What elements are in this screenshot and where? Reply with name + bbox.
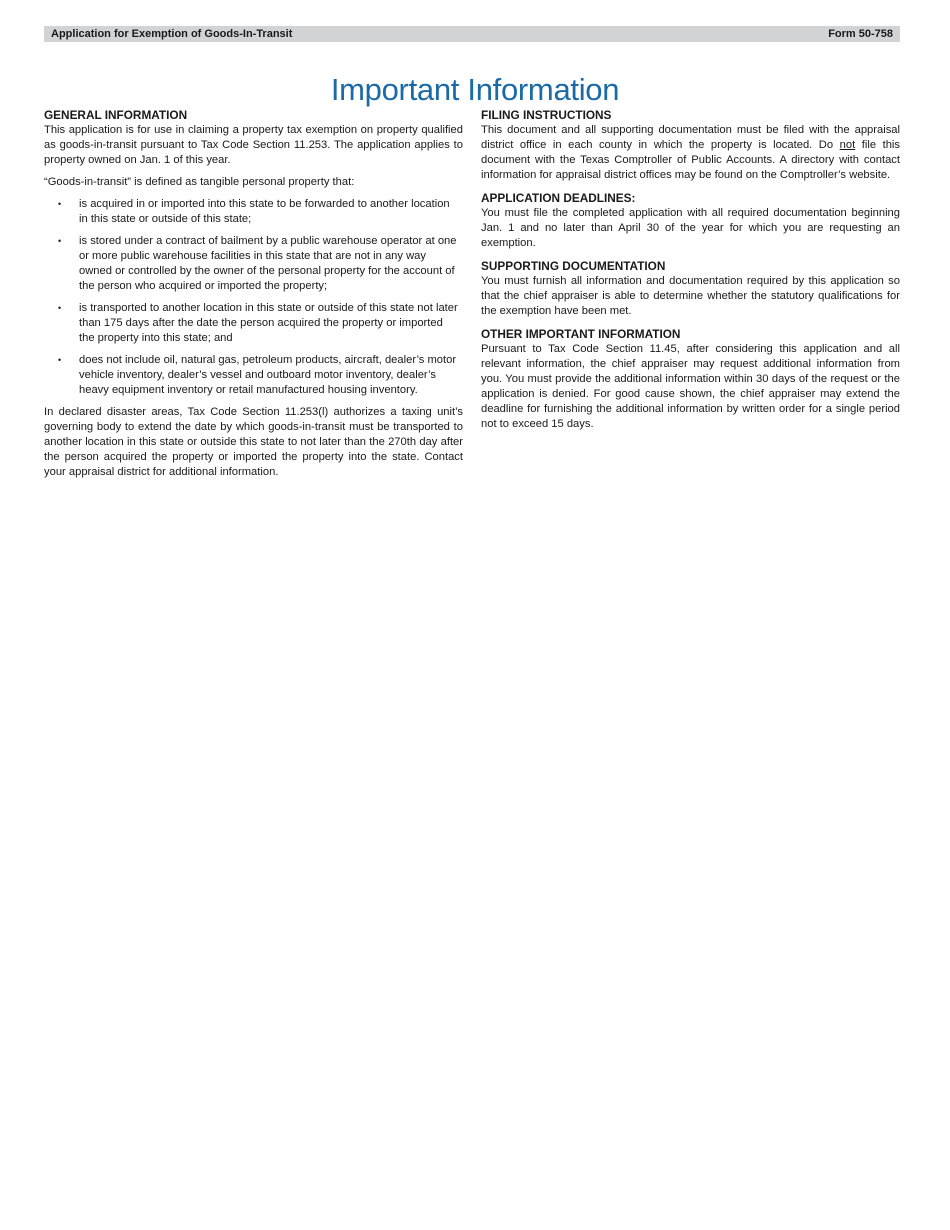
bullet-icon: • <box>58 236 62 246</box>
form-name: Application for Exemption of Goods-In-Transit <box>51 28 293 40</box>
form-number: Form 50-758 <box>828 28 893 40</box>
application-deadlines-paragraph: You must file the completed application with all required documentation beginning Jan. 1 and no later than April 30 of the year for which you are requesting an exemption. <box>481 207 900 249</box>
bullet-text: is stored under a contract of bailment by a public warehouse operator at one or more public warehouse facilities in this state that are not in any way owned or controlled by the owner of the personal property for the account of the person who acquired or imported the property; <box>79 235 457 292</box>
page-title: Important Information <box>330 71 620 107</box>
left-column <box>44 107 463 487</box>
filing-instructions-paragraph <box>481 123 900 183</box>
supporting-documentation-paragraph: You must furnish all information and documentation required by this application so that the chief appraiser is able to determine whether the statutory qualifications for the exemption have been met. <box>481 275 900 317</box>
bullet-icon: • <box>58 303 62 313</box>
section-heading-filing-instructions: FILING INSTRUCTIONS <box>481 108 612 122</box>
bullet-text: is transported to another location in this state or outside of this state not later than 175 days after the date the person acquired the property or imported the property into this state; and <box>79 302 458 344</box>
other-important-information-section <box>481 326 900 432</box>
right-column <box>481 107 900 439</box>
other-important-information-paragraph: Pursuant to Tax Code Section 11.45, after considering this application and all relevant information, the chief appraiser may request additional information from you. You must provide the additional information within 30 days of the request or the application is denied. For good cause shown, the chief appraiser may extend the deadline for furnishing the additional information by written order for a single period not to exceed 15 days. <box>481 343 900 430</box>
filing-text-after: file this document with the Texas Comptroller of Public Accounts. A directory with contact information for appraisal district offices may be found on the Comptroller’s website. <box>481 139 900 181</box>
disaster-areas-paragraph: In declared disaster areas, Tax Code Section 11.253(l) authorizes a taxing unit’s governing body to extend the date by which goods-in-transit must be transported to another location in this state or outside this state to not later than the 270th day after the person acquired the property or imported the property into the state. Contact your appraisal district for additional information. <box>44 406 463 478</box>
bullet-icon: • <box>58 355 62 365</box>
list-item <box>44 301 463 346</box>
filing-text-before: This document and all supporting documentation must be filed with the appraisal district office in each county in which the property is located. Do <box>481 124 900 151</box>
general-information-paragraph: This application is for use in claiming a property tax exemption on property qualified as goods-in-transit pursuant to Tax Code Section 11.253. The application applies to property owned on Jan. 1 of this year. <box>44 124 463 166</box>
supporting-documentation-section <box>481 258 900 319</box>
definition-bullet-list <box>44 197 463 398</box>
form-header-bar <box>44 26 900 42</box>
bullet-text: does not include oil, natural gas, petroleum products, aircraft, dealer’s motor vehicle inventory, dealer’s vessel and outboard motor inventory, dealer’s heavy equipment inventory or retail manufactured housing inventory. <box>79 354 457 396</box>
filing-instructions-section <box>481 107 900 183</box>
section-heading-application-deadlines: APPLICATION DEADLINES: <box>481 191 636 205</box>
section-heading-general-information: GENERAL INFORMATION <box>44 108 188 122</box>
list-item <box>44 197 463 227</box>
section-heading-supporting-documentation: SUPPORTING DOCUMENTATION <box>481 259 666 273</box>
goods-in-transit-definition-intro: “Goods-in-transit” is defined as tangible personal property that: <box>44 176 355 188</box>
bullet-icon: • <box>58 199 62 209</box>
application-deadlines-section <box>481 190 900 251</box>
underlined-not: not <box>839 139 856 151</box>
section-heading-other-important-information: OTHER IMPORTANT INFORMATION <box>481 327 681 341</box>
list-item <box>44 234 463 294</box>
general-information-section <box>44 107 463 480</box>
bullet-text: is acquired in or imported into this state to be forwarded to another location in this state or outside of this state; <box>79 198 450 225</box>
list-item <box>44 353 463 398</box>
